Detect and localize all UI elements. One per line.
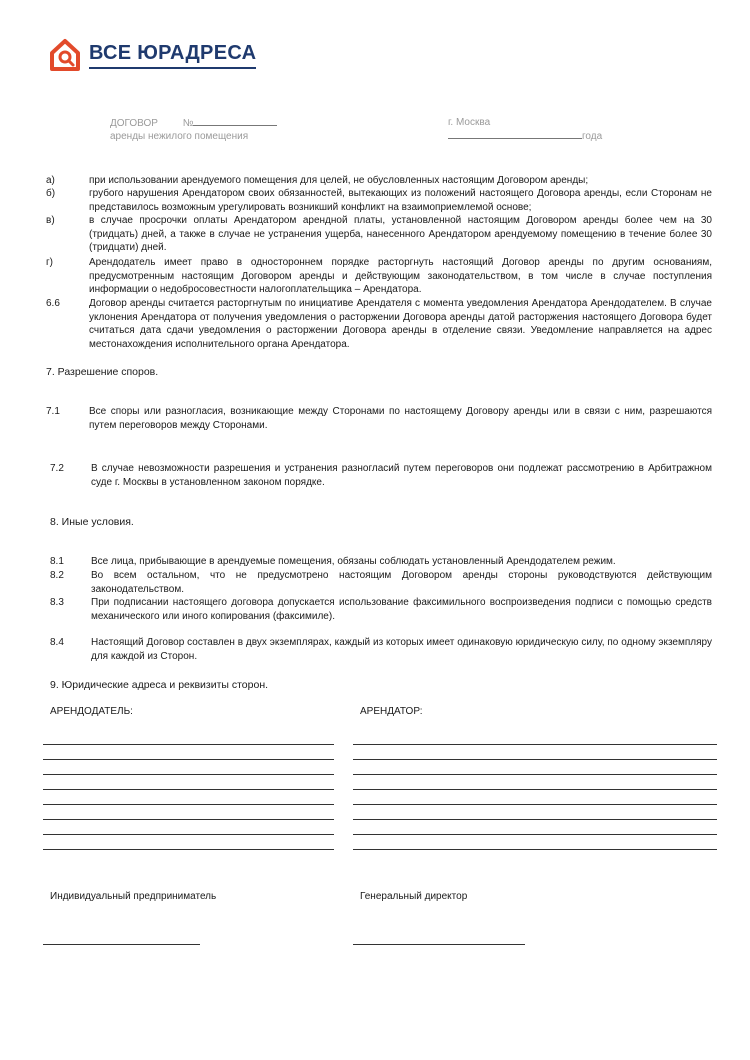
landlord-requisites-line[interactable] bbox=[43, 834, 334, 835]
clause-text: Все споры или разногласия, возникающие между Сторонами по настоящему Договору аренды или в связи с ним, разрешаются путем переговоров между Сторонами. bbox=[89, 406, 712, 431]
landlord-requisites-line[interactable] bbox=[43, 774, 334, 775]
clause-number: а) bbox=[46, 175, 55, 186]
clause-7-2 bbox=[50, 462, 712, 489]
tenant-requisites-line[interactable] bbox=[353, 819, 717, 820]
clause-number: 7.1 bbox=[46, 406, 60, 417]
number-sign: № bbox=[182, 118, 194, 129]
section-8-title: 8. Иные условия. bbox=[50, 516, 134, 528]
clause-number: 8.3 bbox=[50, 597, 64, 608]
landlord-requisites-line[interactable] bbox=[43, 819, 334, 820]
clause-8-3 bbox=[50, 596, 712, 623]
section-7-title: 7. Разрешение споров. bbox=[46, 366, 159, 378]
clause-text: В случае невозможности разрешения и устранения разногласий путем переговоров они подлежат рассмотрению в Арбитражном суде г. Москвы в установленном законом порядке. bbox=[91, 463, 712, 488]
clause-text: Договор аренды считается расторгнутым по инициативе Арендателя с момента уведомления Арендатора Арендодателем. В случае уклонения Арендатора от получения уведомления о расторжении Договора аренды датой расторжения настоящего Договора будет считаться дата сдачи уведомления о расторжении Договора аренды в отделение связи. Уведомление направляется на адрес местонахождения исполнительного органа Арендатора. bbox=[89, 298, 712, 350]
clause-7-1 bbox=[46, 405, 712, 432]
city: г. Москва bbox=[448, 117, 491, 128]
clause-8-2 bbox=[50, 569, 712, 596]
tenant-requisites-line[interactable] bbox=[353, 789, 717, 790]
clause-number: 8.4 bbox=[50, 637, 64, 648]
clause-a bbox=[46, 174, 712, 188]
year-suffix: года bbox=[582, 131, 603, 142]
landlord-requisites-line[interactable] bbox=[43, 759, 334, 760]
clause-text: Во всем остальном, что не предусмотрено настоящим Договором аренды стороны руководствуются действующим законодательством. bbox=[91, 570, 712, 595]
clause-8-4 bbox=[50, 636, 712, 663]
landlord-signatory: Индивидуальный предприниматель bbox=[50, 891, 217, 902]
tenant-requisites-line[interactable] bbox=[353, 849, 717, 850]
clause-text: в случае просрочки оплаты Арендатором арендной платы, установленной настоящим Договором аренды более чем на 30 (тридцать) дней, а также в случае не устранения ущерба, нанесенного Арендатором арендуемому помещению в течение более 30 (тридцати) дней. bbox=[89, 215, 712, 254]
clause-text: при использовании арендуемого помещения для целей, не обусловленных настоящим Договором аренды; bbox=[89, 175, 589, 186]
number-blank bbox=[193, 116, 277, 126]
clause-g bbox=[46, 256, 712, 297]
landlord-requisites-line[interactable] bbox=[43, 789, 334, 790]
brand-name: ВСЕ ЮРАДРЕСА bbox=[89, 42, 256, 69]
contract-header-right bbox=[448, 116, 602, 143]
clause-v bbox=[46, 214, 712, 255]
clause-number: 8.1 bbox=[50, 556, 64, 567]
landlord-requisites-line[interactable] bbox=[43, 804, 334, 805]
landlord-requisites-line[interactable] bbox=[43, 744, 334, 745]
house-search-icon bbox=[49, 38, 81, 72]
tenant-requisites-line[interactable] bbox=[353, 744, 717, 745]
clause-text: При подписании настоящего договора допускается использование факсимильного воспроизведения подписи с помощью средств механического или иного копирования (факсимиле). bbox=[91, 597, 712, 622]
landlord-label: АРЕНДОДАТЕЛЬ: bbox=[50, 706, 133, 717]
doc-subtitle: аренды нежилого помещения bbox=[110, 131, 249, 142]
clause-text: грубого нарушения Арендатором своих обязанностей, вытекающих из положений настоящего Договора аренды, если Сторонам не представилось возможным урегулировать возникший конфликт на взаимоприемлемой основе; bbox=[89, 188, 712, 213]
tenant-requisites-line[interactable] bbox=[353, 774, 717, 775]
clause-number: 8.2 bbox=[50, 570, 64, 581]
tenant-signature-line[interactable] bbox=[353, 944, 525, 945]
tenant-requisites-line[interactable] bbox=[353, 834, 717, 835]
clause-8-1 bbox=[50, 555, 712, 569]
tenant-label: АРЕНДАТОР: bbox=[360, 706, 423, 717]
section-9-title: 9. Юридические адреса и реквизиты сторон. bbox=[50, 679, 269, 691]
clause-text: Арендодатель имеет право в одностороннем порядке расторгнуть настоящий Договор аренды по другим основаниям, предусмотренным настоящим Договором аренды и действующим законодательством, в том числе в случае поступления информации о недобросовестности налогоплательщика – Арендатора. bbox=[89, 257, 712, 296]
clause-text: Настоящий Договор составлен в двух экземплярах, каждый из которых имеет одинаковую юридическую силу, по одному экземпляру для каждой из Сторон. bbox=[91, 637, 712, 662]
clause-number: 6.6 bbox=[46, 298, 60, 309]
tenant-requisites-line[interactable] bbox=[353, 759, 717, 760]
brand-logo bbox=[49, 38, 256, 72]
tenant-requisites-line[interactable] bbox=[353, 804, 717, 805]
contract-header-left bbox=[110, 116, 277, 143]
clause-6-6 bbox=[46, 297, 712, 351]
clause-number: в) bbox=[46, 215, 55, 226]
date-blank bbox=[448, 129, 582, 139]
clause-b bbox=[46, 187, 712, 214]
clause-number: б) bbox=[46, 188, 56, 199]
tenant-signatory: Генеральный директор bbox=[360, 891, 468, 902]
landlord-signature-line[interactable] bbox=[43, 944, 200, 945]
doc-title: ДОГОВОР bbox=[110, 118, 158, 129]
clause-text: Все лица, прибывающие в арендуемые помещения, обязаны соблюдать установленный Арендодателем режим. bbox=[91, 556, 616, 567]
clause-number: 7.2 bbox=[50, 463, 64, 474]
landlord-requisites-line[interactable] bbox=[43, 849, 334, 850]
clause-number: г) bbox=[46, 257, 53, 268]
